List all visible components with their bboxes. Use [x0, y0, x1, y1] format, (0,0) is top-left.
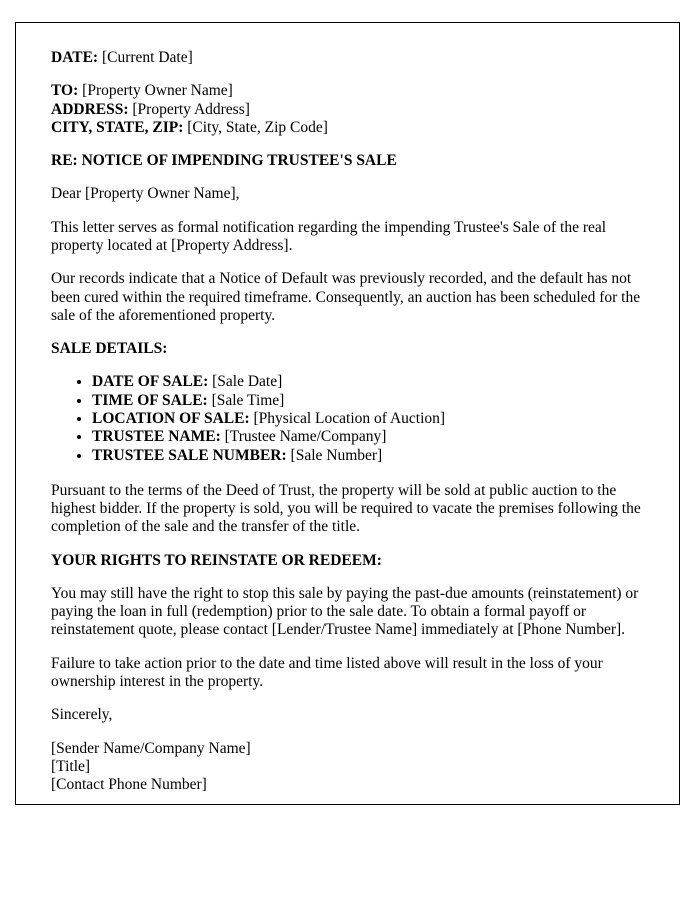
rights-heading: YOUR RIGHTS TO REINSTATE OR REDEEM:	[51, 551, 382, 569]
date-value: [Current Date]	[101, 49, 193, 66]
salutation: Dear [Property Owner Name],	[51, 185, 240, 203]
list-item	[92, 373, 645, 391]
paragraph-records: Our records indicate that a Notice of Default was previously recorded, and the default has not been cured within the required timeframe. Consequently, an auction has been scheduled for the sale of the aforementioned property.	[51, 270, 641, 324]
recipient-block	[51, 82, 645, 137]
signature-name: [Sender Name/Company Name]	[51, 739, 251, 757]
sale-item-label: TRUSTEE SALE NUMBER:	[92, 446, 287, 464]
list-item	[92, 410, 645, 428]
sale-item-value: [Physical Location of Auction]	[253, 409, 446, 427]
list-item	[92, 428, 645, 446]
subject-line: RE: NOTICE OF IMPENDING TRUSTEE'S SALE	[51, 152, 397, 170]
sale-item-value: [Sale Time]	[211, 391, 285, 409]
sale-item-label: LOCATION OF SALE:	[92, 409, 250, 427]
sale-item-label: TIME OF SALE:	[92, 391, 208, 409]
date-line	[51, 49, 645, 67]
closing: Sincerely,	[51, 706, 113, 724]
letter-page	[15, 22, 680, 805]
paragraph-notification: This letter serves as formal notification regarding the impending Trustee's Sale of the real property located at [Property Address].	[51, 218, 607, 254]
city-state-zip-value: [City, State, Zip Code]	[187, 118, 328, 136]
address-value: [Property Address]	[132, 100, 250, 118]
address-label: ADDRESS:	[51, 100, 129, 118]
sale-item-label: DATE OF SALE:	[92, 373, 209, 391]
paragraph-pursuant: Pursuant to the terms of the Deed of Trust, the property will be sold at public auction to the highest bidder. If the property is sold, you will be required to vacate the premises following the completion of the sale and the transfer of the title.	[51, 481, 641, 536]
sale-item-value: [Sale Date]	[212, 373, 283, 391]
city-state-zip-label: CITY, STATE, ZIP:	[51, 118, 184, 136]
sale-item-label: TRUSTEE NAME:	[92, 428, 221, 446]
to-line	[51, 82, 645, 100]
sale-details-list	[51, 373, 645, 464]
date-label: DATE:	[51, 49, 99, 66]
sale-item-value: [Sale Number]	[290, 446, 383, 464]
to-value: [Property Owner Name]	[82, 82, 233, 100]
address-line	[51, 101, 645, 119]
signature-phone: [Contact Phone Number]	[51, 776, 207, 794]
sale-item-value: [Trustee Name/Company]	[224, 428, 387, 446]
list-item	[92, 392, 645, 410]
city-state-zip-line	[51, 119, 645, 137]
list-item	[92, 447, 645, 465]
paragraph-rights: You may still have the right to stop this sale by paying the past-due amounts (reinstatement) or paying the loan in full (redemption) prior to the sale date. To obtain a formal payoff or reinstatement quote, please contact [Lender/Trustee Name] immediately at [Phone Number].	[51, 584, 639, 639]
sale-details-heading: SALE DETAILS:	[51, 340, 168, 358]
signature-title: [Title]	[51, 757, 91, 775]
signature-block	[51, 740, 645, 795]
to-label: TO:	[51, 82, 79, 100]
paragraph-failure: Failure to take action prior to the date and time listed above will result in the loss of your ownership interest in the property.	[51, 654, 603, 691]
